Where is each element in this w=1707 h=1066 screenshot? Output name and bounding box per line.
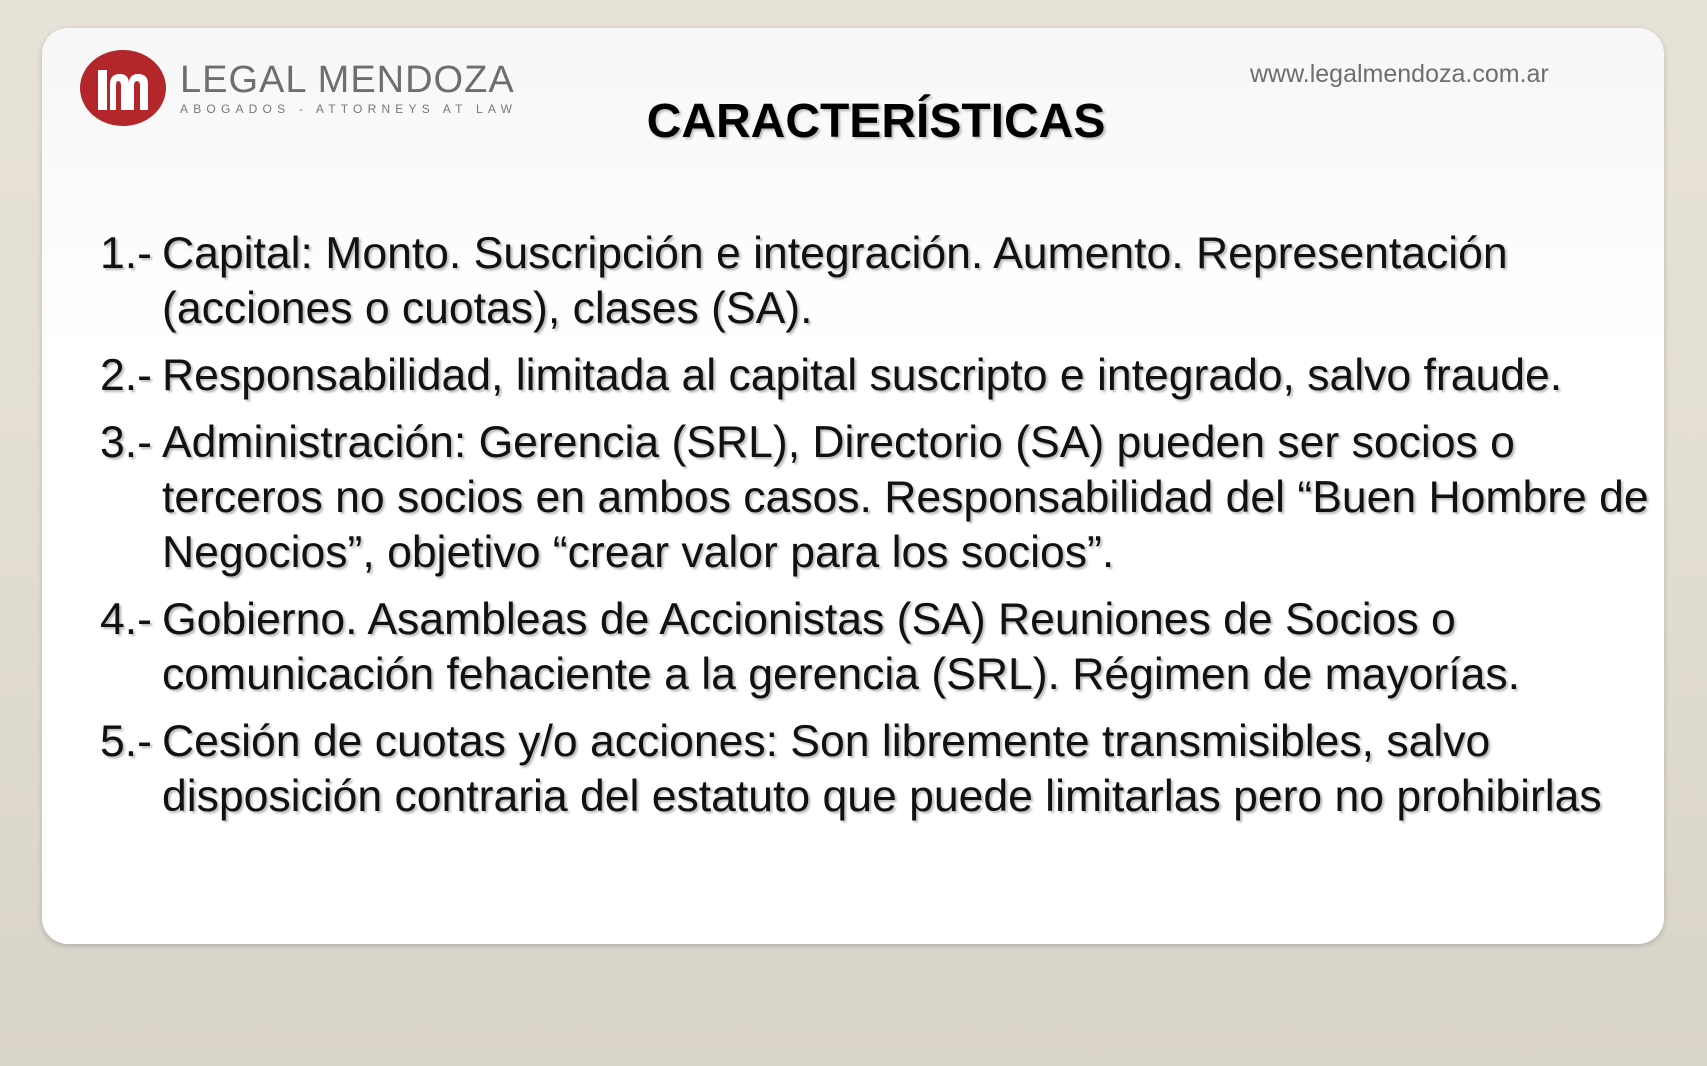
item-number: 2.- bbox=[100, 351, 152, 400]
logo-tagline: ABOGADOS - ATTORNEYS AT LAW bbox=[180, 102, 518, 116]
item-number: 5.- bbox=[100, 717, 152, 766]
logo-name: LEGAL MENDOZA bbox=[180, 59, 515, 101]
list-item bbox=[100, 226, 1680, 336]
characteristics-list bbox=[100, 226, 1680, 836]
website-url: www.legalmendoza.com.ar bbox=[1250, 60, 1549, 88]
item-text: Gobierno. Asambleas de Accionistas (SA) Reuniones de Socios o comunicación fehaciente a la gerencia (SRL). Régimen de mayorías. bbox=[162, 595, 1520, 699]
list-item bbox=[100, 415, 1680, 580]
item-text: Responsabilidad, limitada al capital suscripto e integrado, salvo fraude. bbox=[162, 351, 1563, 400]
item-number: 4.- bbox=[100, 595, 152, 644]
item-text: Capital: Monto. Suscripción e integración. Aumento. Representación (acciones o cuotas), clases (SA). bbox=[162, 229, 1508, 333]
item-text: Cesión de cuotas y/o acciones: Son libremente transmisibles, salvo disposición contraria del estatuto que puede limitarlas pero no prohibirlas bbox=[162, 717, 1602, 821]
list-item bbox=[100, 592, 1680, 702]
item-number: 3.- bbox=[100, 418, 152, 467]
item-number: 1.- bbox=[100, 229, 152, 278]
item-text: Administración: Gerencia (SRL), Directorio (SA) pueden ser socios o terceros no socios en ambos casos. Responsabilidad del “Buen Hombre de Negocios”, objetivo “crear valor para los socios”. bbox=[162, 418, 1649, 577]
list-item bbox=[100, 714, 1680, 824]
list-item bbox=[100, 348, 1680, 403]
slide-title: CARACTERÍSTICAS bbox=[646, 95, 1106, 148]
